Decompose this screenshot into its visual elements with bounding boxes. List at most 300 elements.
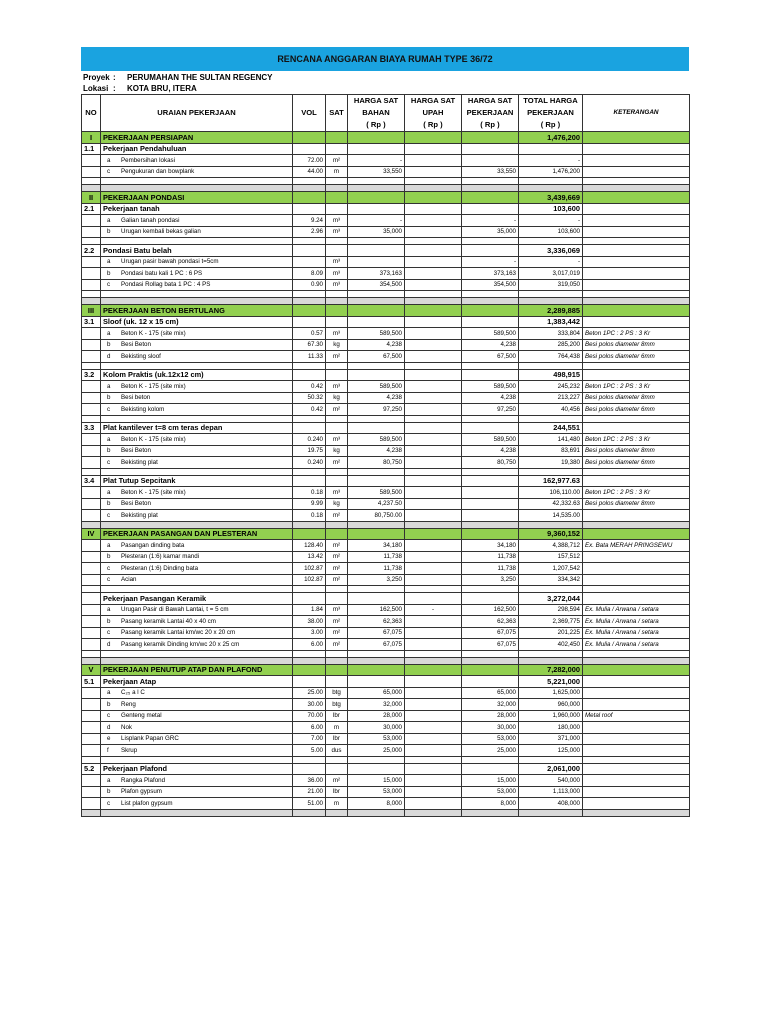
empty-cell <box>101 362 293 369</box>
empty-cell <box>462 650 519 657</box>
item-harga-upah <box>405 487 462 499</box>
empty-cell <box>405 763 462 775</box>
row-number: 3.4 <box>82 475 101 487</box>
empty-cell <box>462 763 519 775</box>
table-header <box>82 95 690 108</box>
row-title: Plat kantilever t=8 cm teras depan <box>101 422 293 434</box>
table-row <box>82 351 690 363</box>
empty-cell <box>519 415 583 422</box>
section-separator-row <box>82 298 690 305</box>
empty-cell <box>519 238 583 245</box>
row-title: PEKERJAAN BETON BERTULANG <box>101 305 293 317</box>
item-vol: 70.00 <box>293 710 326 722</box>
empty-cell <box>101 298 293 305</box>
subsection-row <box>82 593 690 605</box>
item-keterangan <box>583 226 690 238</box>
item-harga-bahan: 53,000 <box>348 733 405 745</box>
item-harga-upah <box>405 710 462 722</box>
empty-cell <box>462 298 519 305</box>
item-harga-bahan: 373,163 <box>348 268 405 280</box>
item-letter: b <box>107 500 111 507</box>
item-harga-pekerjaan: 67,500 <box>462 351 519 363</box>
item-name <box>101 256 293 268</box>
item-harga-upah <box>405 434 462 446</box>
item-label: Bekisting plat <box>121 511 158 519</box>
item-keterangan <box>583 279 690 291</box>
item-name <box>101 722 293 734</box>
item-harga-upah <box>405 786 462 798</box>
item-letter: a <box>107 382 111 390</box>
table-row <box>82 268 690 280</box>
empty-cell <box>82 563 101 575</box>
proyek-value: PERUMAHAN THE SULTAN REGENCY <box>127 73 273 82</box>
empty-cell <box>519 756 583 763</box>
item-harga-bahan: 589,500 <box>348 487 405 499</box>
item-harga-bahan: 30,000 <box>348 722 405 734</box>
row-title: Sloof (uk. 12 x 15 cm) <box>101 316 293 328</box>
item-total: 1,625,000 <box>519 687 583 699</box>
item-unit: m² <box>326 155 348 167</box>
item-unit: m³ <box>326 487 348 499</box>
subsection-row <box>82 475 690 487</box>
item-vol: 102.87 <box>293 563 326 575</box>
row-title: PEKERJAAN PERSIAPAN <box>101 132 293 144</box>
item-label: Besi Beton <box>121 341 151 348</box>
item-unit: m <box>326 166 348 178</box>
header-upah-3: ( Rp ) <box>405 119 462 132</box>
item-letter: c <box>107 281 111 288</box>
lokasi-label: Lokasi <box>83 84 109 93</box>
item-label: Plesteran (1:6) Dinding bata <box>121 564 199 572</box>
empty-cell <box>293 203 326 215</box>
empty-cell <box>293 291 326 298</box>
item-keterangan: Ex. Bata MERAH PRINGSEWU <box>583 540 690 552</box>
header-upah: HARGA SAT <box>405 95 462 108</box>
item-name <box>101 487 293 499</box>
empty-cell <box>82 510 101 522</box>
empty-cell <box>583 809 690 816</box>
table-row <box>82 745 690 757</box>
item-name <box>101 551 293 563</box>
item-letter: b <box>107 394 111 401</box>
empty-cell <box>101 178 293 185</box>
empty-cell <box>82 775 101 787</box>
item-name <box>101 687 293 699</box>
empty-cell <box>462 528 519 540</box>
item-harga-upah <box>405 279 462 291</box>
empty-cell <box>462 475 519 487</box>
empty-cell <box>326 369 348 381</box>
empty-cell <box>293 415 326 422</box>
item-harga-upah <box>405 733 462 745</box>
row-total: 498,915 <box>519 369 583 381</box>
empty-cell <box>326 593 348 605</box>
item-harga-bahan: 28,000 <box>348 710 405 722</box>
row-title: Pekerjaan tanah <box>101 203 293 215</box>
empty-cell <box>293 178 326 185</box>
item-name <box>101 616 293 628</box>
item-keterangan <box>583 733 690 745</box>
empty-cell <box>82 279 101 291</box>
item-harga-upah <box>405 563 462 575</box>
item-vol: 25.00 <box>293 687 326 699</box>
empty-cell <box>348 657 405 664</box>
item-harga-upah <box>405 351 462 363</box>
empty-cell <box>405 528 462 540</box>
empty-cell <box>462 238 519 245</box>
empty-cell <box>583 291 690 298</box>
table-row <box>82 627 690 639</box>
empty-cell <box>462 756 519 763</box>
empty-cell <box>293 143 326 155</box>
empty-cell <box>462 203 519 215</box>
empty-cell <box>348 178 405 185</box>
empty-cell <box>326 178 348 185</box>
item-total: 1,207,542 <box>519 563 583 575</box>
item-vol: 6.00 <box>293 639 326 651</box>
item-keterangan <box>583 687 690 699</box>
item-unit: kg <box>326 339 348 351</box>
item-letter: b <box>107 553 111 560</box>
empty-cell <box>583 650 690 657</box>
item-total: 201,225 <box>519 627 583 639</box>
empty-cell <box>583 185 690 192</box>
row-total: 3,439,669 <box>519 192 583 204</box>
header-no: NO <box>82 95 101 132</box>
item-harga-pekerjaan <box>462 498 519 510</box>
item-harga-pekerjaan: 67,075 <box>462 627 519 639</box>
item-harga-upah <box>405 775 462 787</box>
empty-cell <box>82 415 101 422</box>
item-total: 40,456 <box>519 404 583 416</box>
empty-cell <box>348 203 405 215</box>
table-row <box>82 226 690 238</box>
item-letter: e <box>107 735 111 742</box>
empty-cell <box>326 809 348 816</box>
empty-cell <box>519 468 583 475</box>
empty-cell <box>293 475 326 487</box>
item-label: List plafon gypsum <box>121 799 173 807</box>
item-vol: 7.00 <box>293 733 326 745</box>
item-harga-bahan: 4,238 <box>348 392 405 404</box>
item-name <box>101 563 293 575</box>
empty-cell <box>82 256 101 268</box>
item-keterangan: Besi polos diameter 6mm <box>583 351 690 363</box>
item-harga-upah <box>405 687 462 699</box>
item-unit: m² <box>326 510 348 522</box>
row-title: Pekerjaan Pasangan Keramik <box>101 593 293 605</box>
item-total: 19,380 <box>519 457 583 469</box>
item-keterangan: Ex. Mulia / Arwana / setara <box>583 627 690 639</box>
item-harga-pekerjaan: 589,500 <box>462 328 519 340</box>
empty-cell <box>82 657 101 664</box>
item-letter: a <box>107 689 111 696</box>
item-total: 125,000 <box>519 745 583 757</box>
row-title: Kolom Praktis (uk.12x12 cm) <box>101 369 293 381</box>
item-vol: 50.32 <box>293 392 326 404</box>
item-vol: 0.18 <box>293 510 326 522</box>
item-label: Plesteran (1:6) kamar mandi <box>121 553 200 560</box>
item-label: Beton K - 175 (site mix) <box>121 488 186 496</box>
item-harga-pekerjaan: 4,238 <box>462 445 519 457</box>
table-row <box>82 445 690 457</box>
empty-cell <box>82 809 101 816</box>
table-row <box>82 339 690 351</box>
item-unit: m³ <box>326 328 348 340</box>
item-harga-bahan: 35,000 <box>348 226 405 238</box>
empty-cell <box>405 657 462 664</box>
empty-cell <box>462 586 519 593</box>
empty-cell <box>583 468 690 475</box>
table-row <box>82 404 690 416</box>
item-unit: lbr <box>326 786 348 798</box>
empty-cell <box>326 763 348 775</box>
empty-cell <box>583 676 690 688</box>
lokasi-value: KOTA BRU, ITERA <box>127 84 197 93</box>
empty-cell <box>348 763 405 775</box>
item-name <box>101 215 293 227</box>
empty-cell <box>82 339 101 351</box>
empty-cell <box>82 185 101 192</box>
empty-cell <box>293 238 326 245</box>
empty-cell <box>348 521 405 528</box>
item-total: 960,000 <box>519 699 583 711</box>
empty-cell <box>583 178 690 185</box>
item-harga-bahan: - <box>348 155 405 167</box>
item-name <box>101 710 293 722</box>
item-unit: kg <box>326 498 348 510</box>
item-harga-pekerjaan: 80,750 <box>462 457 519 469</box>
item-keterangan: Besi polos diameter 8mm <box>583 445 690 457</box>
item-total: - <box>519 256 583 268</box>
item-total: 285,200 <box>519 339 583 351</box>
item-letter: c <box>107 629 111 636</box>
empty-cell <box>293 521 326 528</box>
empty-cell <box>101 291 293 298</box>
empty-cell <box>583 763 690 775</box>
item-vol: 44.00 <box>293 166 326 178</box>
item-name <box>101 226 293 238</box>
item-keterangan: Beton 1PC : 2 PS : 3 Kr <box>583 381 690 393</box>
empty-cell <box>462 422 519 434</box>
header-bahan: HARGA SAT <box>348 95 405 108</box>
empty-cell <box>326 468 348 475</box>
item-name <box>101 328 293 340</box>
empty-cell <box>462 468 519 475</box>
item-name <box>101 510 293 522</box>
item-label: Urugan Pasir di Bawah Lantai, t = 5 cm <box>121 606 229 613</box>
item-letter: c <box>107 168 111 175</box>
empty-cell <box>583 521 690 528</box>
item-total: 334,342 <box>519 574 583 586</box>
empty-cell <box>293 809 326 816</box>
item-total: 245,232 <box>519 381 583 393</box>
item-harga-bahan: - <box>348 215 405 227</box>
item-harga-pekerjaan <box>462 155 519 167</box>
empty-cell <box>462 245 519 257</box>
item-name <box>101 279 293 291</box>
empty-cell <box>82 215 101 227</box>
item-keterangan <box>583 786 690 798</box>
item-name <box>101 604 293 616</box>
item-harga-pekerjaan: 67,075 <box>462 639 519 651</box>
empty-cell <box>82 786 101 798</box>
empty-cell <box>348 809 405 816</box>
empty-cell <box>326 521 348 528</box>
empty-cell <box>348 468 405 475</box>
item-name <box>101 775 293 787</box>
empty-cell <box>348 245 405 257</box>
empty-cell <box>348 664 405 676</box>
item-harga-bahan: 4,238 <box>348 339 405 351</box>
row-number: 2.1 <box>82 203 101 215</box>
item-keterangan <box>583 510 690 522</box>
header-pekerjaan-3: ( Rp ) <box>462 119 519 132</box>
row-number <box>82 593 101 605</box>
item-label: Lisplank Papan GRC <box>121 735 179 742</box>
empty-cell <box>583 305 690 317</box>
empty-cell <box>519 291 583 298</box>
item-harga-upah <box>405 339 462 351</box>
item-unit: btg <box>326 687 348 699</box>
section-row <box>82 528 690 540</box>
item-harga-pekerjaan: - <box>462 215 519 227</box>
table-row <box>82 166 690 178</box>
header-sat: SAT <box>326 95 348 132</box>
item-keterangan: Metal roof <box>583 710 690 722</box>
item-harga-bahan: 3,250 <box>348 574 405 586</box>
item-total: 540,000 <box>519 775 583 787</box>
item-label: Pasang keramik Dinding km/wc 20 x 25 cm <box>121 640 240 648</box>
item-harga-pekerjaan: 4,238 <box>462 339 519 351</box>
item-unit: kg <box>326 392 348 404</box>
empty-cell <box>462 657 519 664</box>
item-vol: 102.87 <box>293 574 326 586</box>
item-harga-pekerjaan <box>462 510 519 522</box>
item-letter: a <box>107 216 111 224</box>
item-total: 103,600 <box>519 226 583 238</box>
item-keterangan <box>583 551 690 563</box>
item-harga-pekerjaan: 4,238 <box>462 392 519 404</box>
header-bahan-3: ( Rp ) <box>348 119 405 132</box>
item-letter: a <box>107 258 111 265</box>
subsection-row <box>82 245 690 257</box>
item-label: Besi Beton <box>121 447 151 454</box>
row-number: 2.2 <box>82 245 101 257</box>
colon: : <box>113 73 116 82</box>
header-uraian: URAIAN PEKERJAAN <box>101 95 293 132</box>
empty-cell <box>293 185 326 192</box>
empty-cell <box>293 298 326 305</box>
item-name <box>101 404 293 416</box>
empty-cell <box>583 657 690 664</box>
item-vol: 0.57 <box>293 328 326 340</box>
item-harga-bahan: 8,000 <box>348 798 405 810</box>
header-keterangan: KETERANGAN <box>583 95 690 132</box>
item-vol: 11.33 <box>293 351 326 363</box>
item-harga-pekerjaan: 62,363 <box>462 616 519 628</box>
item-label: Beton K - 175 (site mix) <box>121 382 186 390</box>
item-harga-pekerjaan: 53,000 <box>462 786 519 798</box>
empty-cell <box>326 132 348 144</box>
table-row <box>82 563 690 575</box>
empty-cell <box>293 763 326 775</box>
item-vol: 1.84 <box>293 604 326 616</box>
item-name <box>101 798 293 810</box>
item-total: 14,535.00 <box>519 510 583 522</box>
section-row <box>82 132 690 144</box>
item-harga-pekerjaan: 3,250 <box>462 574 519 586</box>
item-harga-upah <box>405 166 462 178</box>
row-total: 244,551 <box>519 422 583 434</box>
table-row <box>82 775 690 787</box>
item-harga-bahan: 34,180 <box>348 540 405 552</box>
item-unit: kg <box>326 445 348 457</box>
empty-cell <box>462 676 519 688</box>
row-number: V <box>82 664 101 676</box>
empty-cell <box>101 657 293 664</box>
item-harga-upah <box>405 510 462 522</box>
item-harga-bahan: 11,738 <box>348 551 405 563</box>
empty-cell <box>583 298 690 305</box>
empty-cell <box>82 574 101 586</box>
empty-cell <box>82 298 101 305</box>
row-number: 3.3 <box>82 422 101 434</box>
empty-cell <box>101 468 293 475</box>
item-name <box>101 457 293 469</box>
empty-cell <box>462 316 519 328</box>
item-harga-upah <box>405 639 462 651</box>
empty-cell <box>348 756 405 763</box>
item-harga-pekerjaan: 97,250 <box>462 404 519 416</box>
empty-cell <box>348 238 405 245</box>
empty-cell <box>348 298 405 305</box>
empty-cell <box>293 192 326 204</box>
empty-cell <box>326 238 348 245</box>
empty-cell <box>348 192 405 204</box>
item-keterangan <box>583 268 690 280</box>
item-harga-upah <box>405 445 462 457</box>
item-keterangan: Beton 1PC : 2 PS : 3 Kr <box>583 434 690 446</box>
item-harga-bahan: 62,363 <box>348 616 405 628</box>
table-row <box>82 710 690 722</box>
item-harga-pekerjaan <box>462 487 519 499</box>
section-row <box>82 664 690 676</box>
item-label: Beton K - 175 (site mix) <box>121 435 186 443</box>
document-title: RENCANA ANGGARAN BIAYA RUMAH TYPE 36/72 <box>81 47 689 71</box>
subsection-row <box>82 763 690 775</box>
item-keterangan: Beton 1PC : 2 PS : 3 Kr <box>583 487 690 499</box>
item-total: 157,512 <box>519 551 583 563</box>
item-total: 1,960,000 <box>519 710 583 722</box>
item-total: 3,017,019 <box>519 268 583 280</box>
empty-cell <box>405 291 462 298</box>
row-total: 162,977.63 <box>519 475 583 487</box>
item-vol: 0.240 <box>293 457 326 469</box>
empty-cell <box>583 756 690 763</box>
empty-cell <box>82 291 101 298</box>
empty-cell <box>82 616 101 628</box>
item-letter: f <box>107 746 109 754</box>
empty-cell <box>348 316 405 328</box>
empty-cell <box>583 528 690 540</box>
empty-cell <box>326 664 348 676</box>
item-vol: 6.00 <box>293 722 326 734</box>
item-keterangan <box>583 215 690 227</box>
item-harga-bahan: 97,250 <box>348 404 405 416</box>
item-harga-bahan: 32,000 <box>348 699 405 711</box>
empty-cell <box>293 593 326 605</box>
